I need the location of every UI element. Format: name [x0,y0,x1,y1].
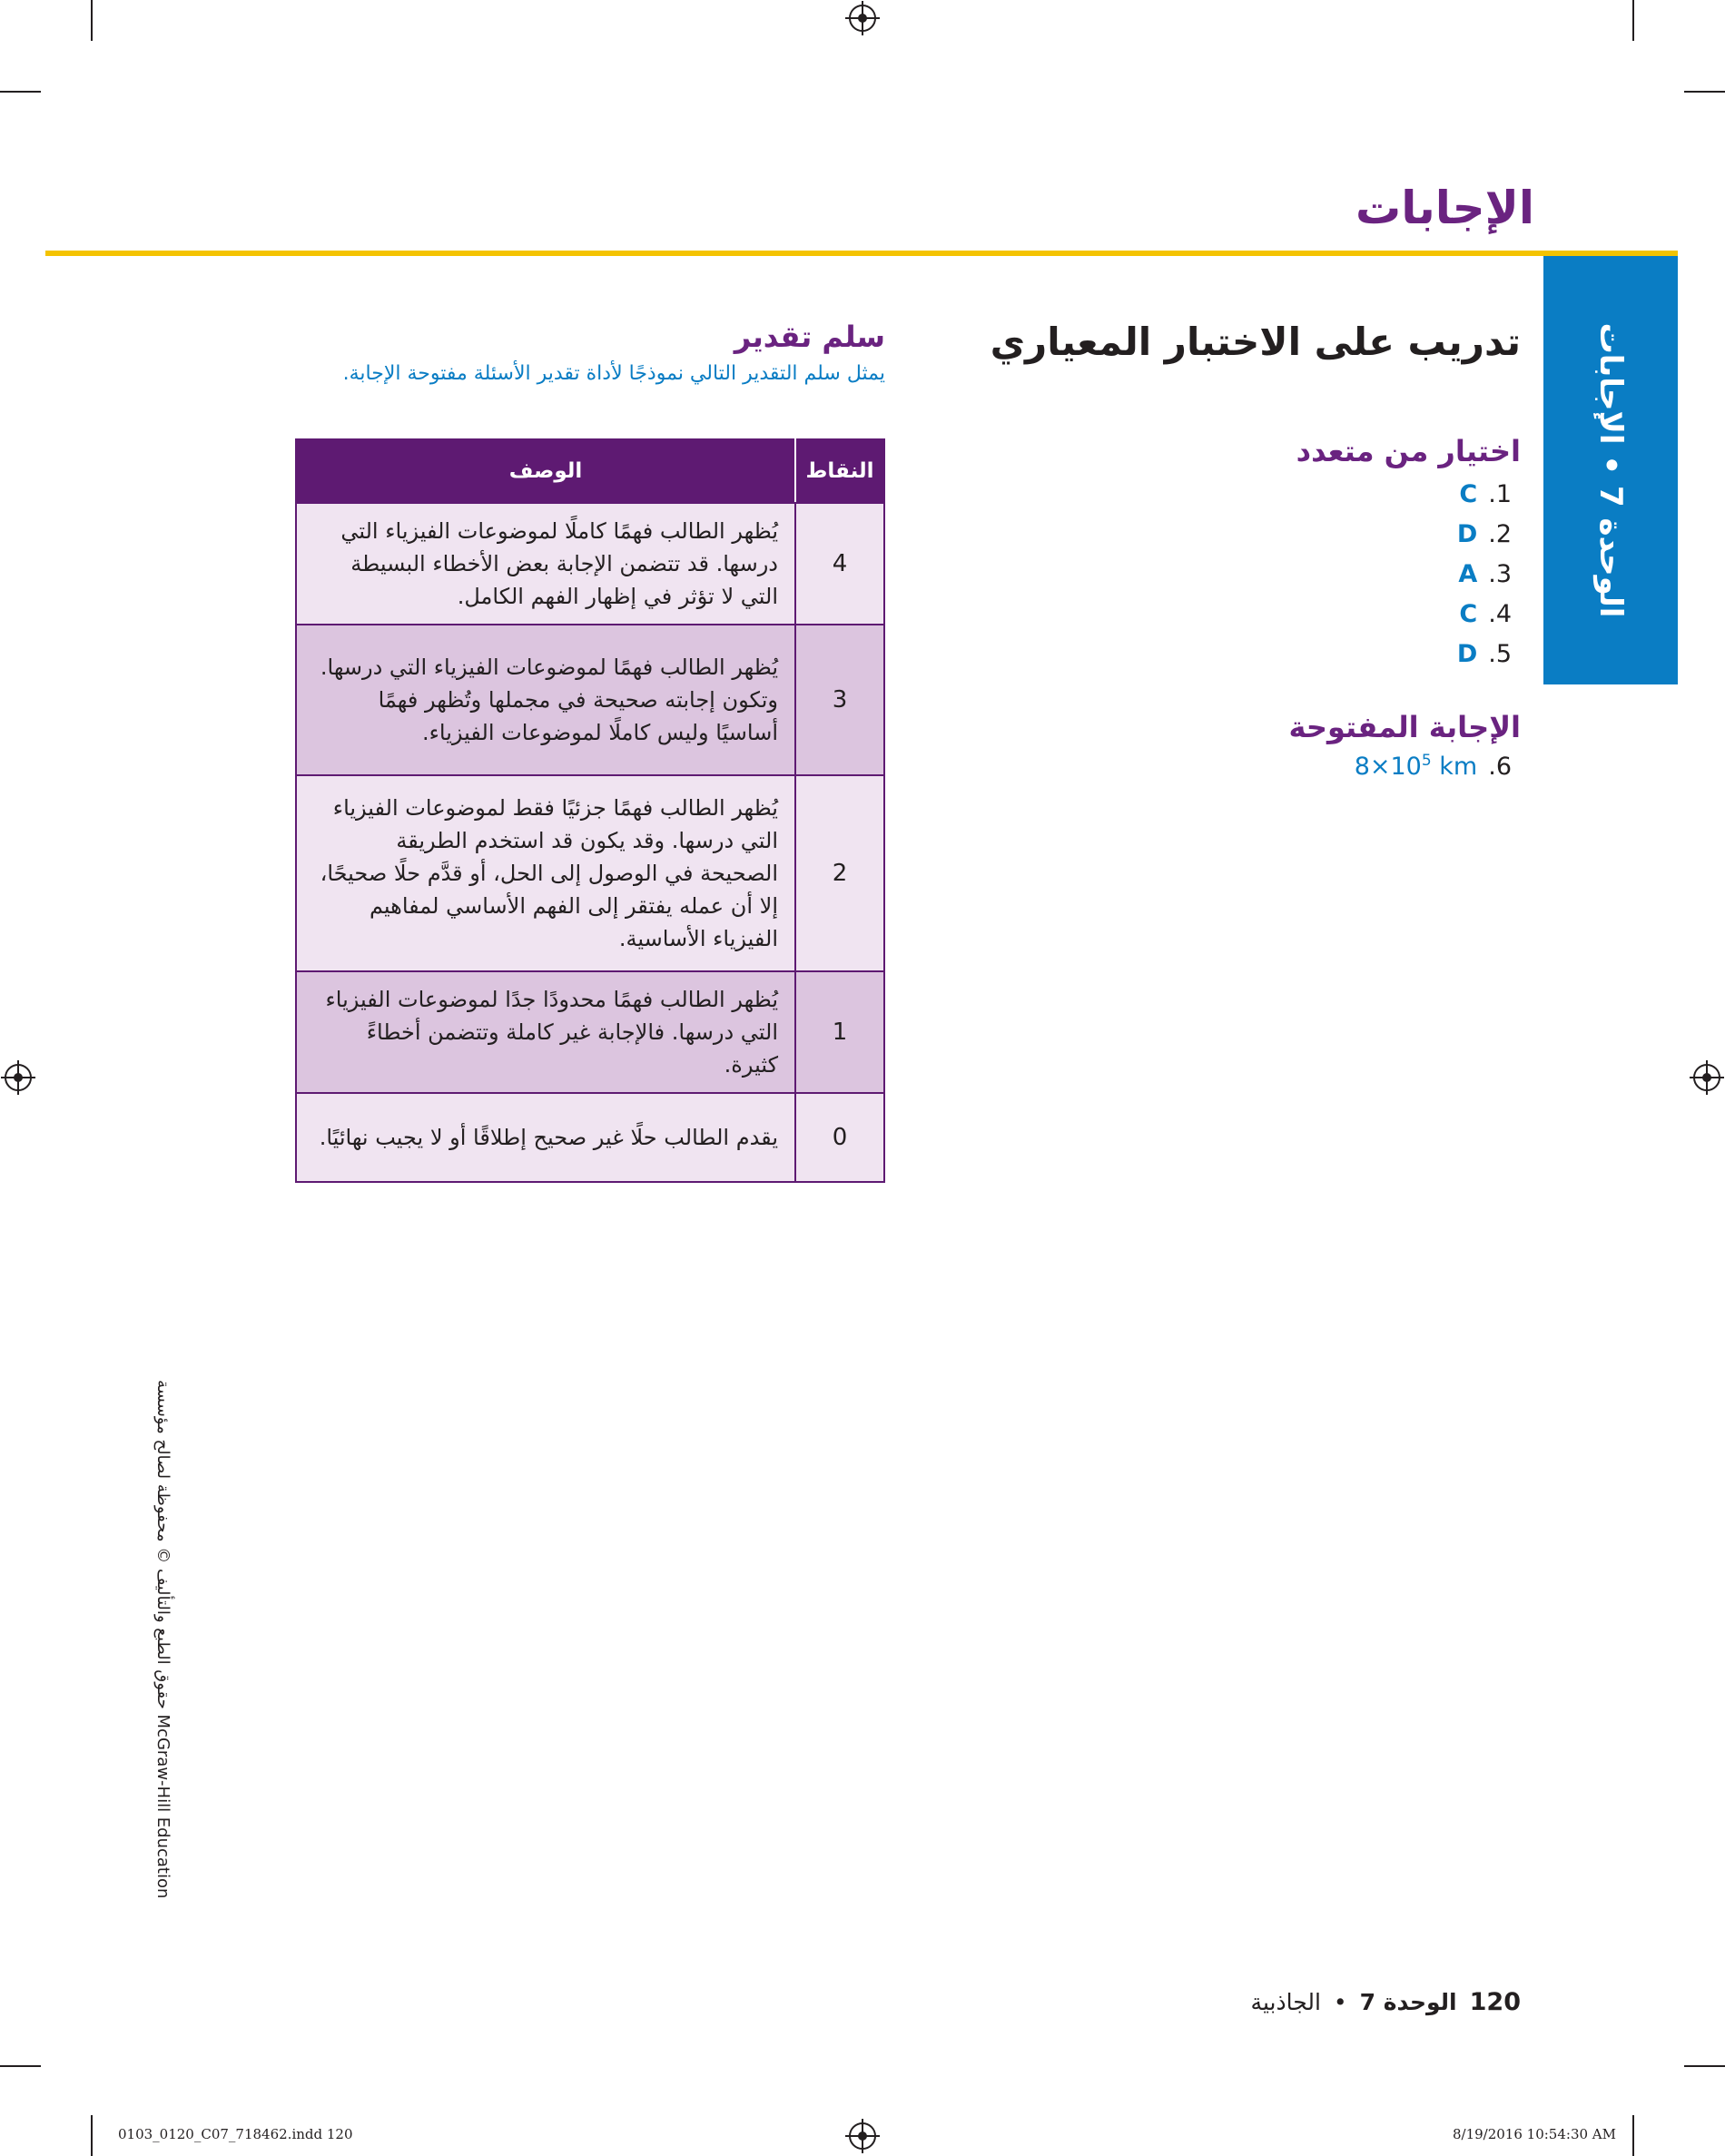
crop-mark [91,0,93,41]
crop-mark [1684,2065,1725,2067]
open-response-answer [1355,752,1512,781]
multiple-choice-answers [1457,474,1512,674]
list-item [1457,594,1512,634]
footer-chapter: الجاذبية [1250,1989,1321,2015]
registration-mark-icon [5,1064,32,1091]
crop-mark [1632,0,1634,41]
multiple-choice-heading: اختيار من متعدد [1296,434,1521,468]
answer-letter: C [1459,599,1478,628]
question-number: .4 [1488,599,1512,628]
description-cell: يُظهر الطالب فهمًا جزئيًا فقط لموضوعات الفيزياء التي درسها. وقد يكون قد استخدم الطريقة الصحيحة في الوصول إلى الحل، أو قدَّم حلًا صحيحًا، إلا أن عمله يفتقر إلى الفهم الأساسي لمفاهيم الفيزياء الأساسية. [296,775,795,971]
description-cell: يُظهر الطالب فهمًا كاملًا لموضوعات الفيزياء التي درسها. قد تتضمن الإجابة بعض الأخطاء البسيطة التي لا تؤثر في إظهار الفهم الكامل. [296,503,795,625]
points-cell: 2 [795,775,884,971]
answer-letter: D [1456,519,1478,548]
list-item [1457,554,1512,594]
answer-letter: A [1458,559,1478,588]
list-item [1457,514,1512,554]
points-cell: 3 [795,625,884,775]
footer-unit: الوحدة 7 [1359,1989,1457,2015]
points-cell: 0 [795,1093,884,1182]
rubric-title: سلم تقدير [734,320,885,354]
unit-side-tab [1543,256,1678,684]
list-item [1457,634,1512,674]
points-cell: 1 [795,971,884,1093]
footer-separator: • [1333,1989,1347,2015]
list-item [1457,474,1512,514]
question-number: .6 [1488,753,1512,781]
table-row [296,625,884,775]
practice-section-title: تدريب على الاختبار المعياري [990,320,1521,364]
points-cell: 4 [795,503,884,625]
page-title: الإجابات [1355,182,1534,234]
open-response-heading: الإجابة المفتوحة [1288,710,1521,744]
description-cell: يقدم الطالب حلًا غير صحيح إطلاقًا أو لا يجيب نهائيًا. [296,1093,795,1182]
slug-file-info: 0103_0120_C07_718462.indd 120 [118,2126,353,2142]
table-row [296,971,884,1093]
question-number: .2 [1488,519,1512,548]
value-unit: km [1439,753,1478,781]
copyright-notice: حقوق الطبع والتأليف © محفوظة لصالح مؤسسة McGraw-Hill Education [153,1380,172,1899]
answer-letter: D [1456,639,1478,668]
crop-mark [1684,91,1725,93]
points-column-header: النقاط [795,439,884,503]
value-base: 8×10 [1354,753,1422,781]
registration-mark-icon [849,5,876,32]
question-number: .3 [1488,559,1512,588]
description-cell: يُظهر الطالب فهمًا محدودًا جدًا لموضوعات الفيزياء التي درسها. فالإجابة غير كاملة وتتضمن أخطاءً كثيرة. [296,971,795,1093]
table-row [296,775,884,971]
crop-mark [0,2065,41,2067]
question-number: .5 [1488,639,1512,668]
table-header-row [296,439,884,503]
description-column-header: الوصف [296,439,795,503]
value-exponent: 5 [1421,752,1432,770]
page-footer [1251,1988,1521,2016]
answer-letter: C [1459,479,1478,508]
rubric-table [295,438,885,1183]
unit-side-tab-label: الوحدة 7 • الإجابات [1592,322,1629,618]
question-number: .1 [1488,479,1512,508]
crop-mark [91,2115,93,2156]
page-number: 120 [1469,1988,1521,2016]
open-response-value [1355,752,1478,781]
table-row [296,503,884,625]
table-row [296,1093,884,1182]
title-rule [45,251,1678,256]
slug-timestamp: 8/19/2016 10:54:30 AM [1452,2126,1616,2142]
registration-mark-icon [1693,1064,1720,1091]
crop-mark [1632,2115,1634,2156]
registration-mark-icon [849,2122,876,2150]
crop-mark [0,91,41,93]
description-cell: يُظهر الطالب فهمًا لموضوعات الفيزياء التي درسها. وتكون إجابته صحيحة في مجملها وتُظهر فهمًا أساسيًا وليس كاملًا لموضوعات الفيزياء. [296,625,795,775]
rubric-intro: يمثل سلم التقدير التالي نموذجًا لأداة تقدير الأسئلة مفتوحة الإجابة. [342,362,885,385]
